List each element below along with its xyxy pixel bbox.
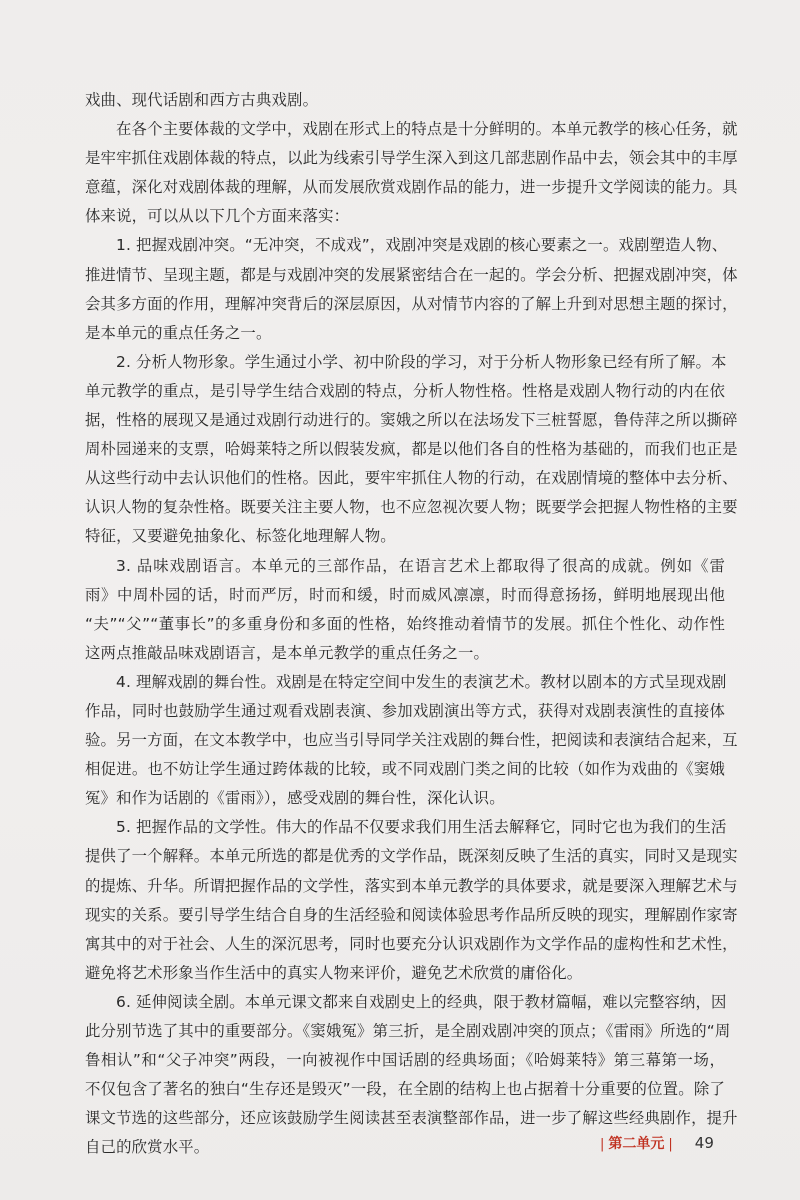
text-line: 课文节选的这些部分，还应该鼓励学生阅读甚至表演整部作品，进一步了解这些经典剧作，提升 [85, 1109, 738, 1128]
text-line: 鲁相认”和“父子冲突”两段，一向被视作中国话剧的经典场面；《哈姆莱特》第三幕第一场， [85, 1051, 725, 1070]
footer-unit-label: 第二单元 [608, 1136, 665, 1152]
text-line: 单元教学的重点，是引导学生结合戏剧的特点，分析人物性格。性格是戏剧人物行动的内在依 [85, 381, 725, 400]
text-line: 验。另一方面，在文本教学中，也应当引导同学关注戏剧的舞台性，把阅读和表演结合起来，互 [85, 731, 738, 750]
text-line: 提供了一个解释。本单元所选的都是优秀的文学作品，既深刻反映了生活的真实，同时又是现实 [85, 847, 738, 866]
text-line: 的提炼、升华。所谓把握作品的文学性，落实到本单元教学的具体要求，就是要深入理解艺术与 [85, 876, 738, 895]
point-6-heading-line: 6. 延伸阅读全剧。本单元课文都来自戏剧史上的经典，限于教材篇幅，难以完整容纳，因 [116, 992, 727, 1011]
text-line: 此分别节选了其中的重要部分。《窦娥冤》第三折，是全剧戏剧冲突的顶点；《雷雨》所选的“周 [85, 1022, 731, 1040]
text-line: 不仅包含了著名的独白“生存还是毁灭”一段，在全剧的结构上也占据着十分重要的位置。除了 [85, 1080, 725, 1099]
body-text [85, 86, 738, 1162]
text-line: 会其多方面的作用，理解冲突背后的深层原因，从对情节内容的了解上升到对思想主题的探讨， [85, 294, 738, 313]
text-line: 相促进。也不妨让学生通过跨体裁的比较，或不同戏剧门类之间的比较（如作为戏曲的《窦娥 [85, 760, 725, 779]
text-line: 推进情节、呈现主题，都是与戏剧冲突的发展紧密结合在一起的。学会分析、把握戏剧冲突，体 [85, 265, 738, 284]
text-line: 是本单元的重点任务之一。 [85, 323, 272, 342]
page-number: 49 [694, 1134, 714, 1152]
paragraph-intro-line: 在各个主要体裁的文学中，戏剧在形式上的特点是十分鲜明的。本单元教学的核心任务，就 [116, 120, 738, 139]
text-line: 现实的关系。要引导学生结合自身的生活经验和阅读体验思考作品所反映的现实，理解剧作家寄 [85, 905, 738, 924]
footer-separator-left: | [600, 1137, 605, 1152]
point-1-heading-line: 1. 把握戏剧冲突。“无冲突，不成戏”，戏剧冲突是戏剧的核心要素之一。戏剧塑造人物、 [116, 236, 728, 255]
page-footer [600, 1131, 714, 1155]
text-line: 是牢牢抓住戏剧体裁的特点，以此为线索引导学生深入到这几部悲剧作品中去，领会其中的丰厚 [85, 149, 738, 168]
text-line: 雨》中周朴园的话，时而严厉，时而和缓，时而威风凛凛，时而得意扬扬，鲜明地展现出他 [85, 585, 725, 604]
text-line: 作品，同时也鼓励学生通过观看戏剧表演、参加戏剧演出等方式，获得对戏剧表演性的直接体 [85, 701, 725, 720]
text-line: 自己的欣赏水平。 [85, 1138, 210, 1157]
text-line: 戏曲、现代话剧和西方古典戏剧。 [85, 91, 319, 109]
text-line: 据，性格的展现又是通过戏剧行动进行的。窦娥之所以在法场发下三桩誓愿，鲁侍萍之所以撕碎 [85, 411, 738, 430]
point-2-heading-line: 2. 分析人物形象。学生通过小学、初中阶段的学习，对于分析人物形象已经有所了解。本 [116, 352, 727, 371]
text-line: 特征，又要避免抽象化、标签化地理解人物。 [85, 527, 396, 546]
text-line: 体来说，可以从以下几个方面来落实： [85, 207, 350, 226]
text-line: 认识人物的复杂性格。既要关注主要人物，也不应忽视次要人物；既要学会把握人物性格的主要 [85, 498, 738, 517]
text-line: 避免将艺术形象当作生活中的真实人物来评价，避免艺术欣赏的庸俗化。 [85, 963, 583, 982]
point-5-heading-line: 5. 把握作品的文学性。伟大的作品不仅要求我们用生活去解释它，同时它也为我们的生活 [116, 818, 727, 837]
text-line: 冤》和作为话剧的《雷雨》），感受戏剧的舞台性，深化认识。 [85, 789, 505, 808]
text-line: 周朴园递来的支票，哈姆莱特之所以假装发疯，都是以他们各自的性格为基础的，而我们也正是 [85, 440, 738, 459]
point-3-heading-line: 3. 品味戏剧语言。本单元的三部作品，在语言艺术上都取得了很高的成就。例如《雷 [116, 556, 725, 575]
text-line: 意蕴，深化对戏剧体裁的理解，从而发展欣赏戏剧作品的能力，进一步提升文学阅读的能力。具 [85, 178, 738, 197]
footer-separator-right: | [668, 1137, 673, 1152]
point-4-heading-line: 4. 理解戏剧的舞台性。戏剧是在特定空间中发生的表演艺术。教材以剧本的方式呈现戏剧 [116, 672, 727, 691]
text-line: 这两点推敲品味戏剧语言，是本单元教学的重点任务之一。 [85, 643, 490, 662]
text-line: “夫”“父”“董事长”的多重身份和多面的性格，始终推动着情节的发展。抓住个性化、动作性 [85, 614, 725, 633]
text-line: 寓其中的对于社会、人生的深沉思考，同时也要充分认识戏剧作为文学作品的虚构性和艺术性， [85, 934, 738, 953]
text-line: 从这些行动中去认识他们的性格。因此，要牢牢抓住人物的行动，在戏剧情境的整体中去分析、 [85, 469, 738, 488]
